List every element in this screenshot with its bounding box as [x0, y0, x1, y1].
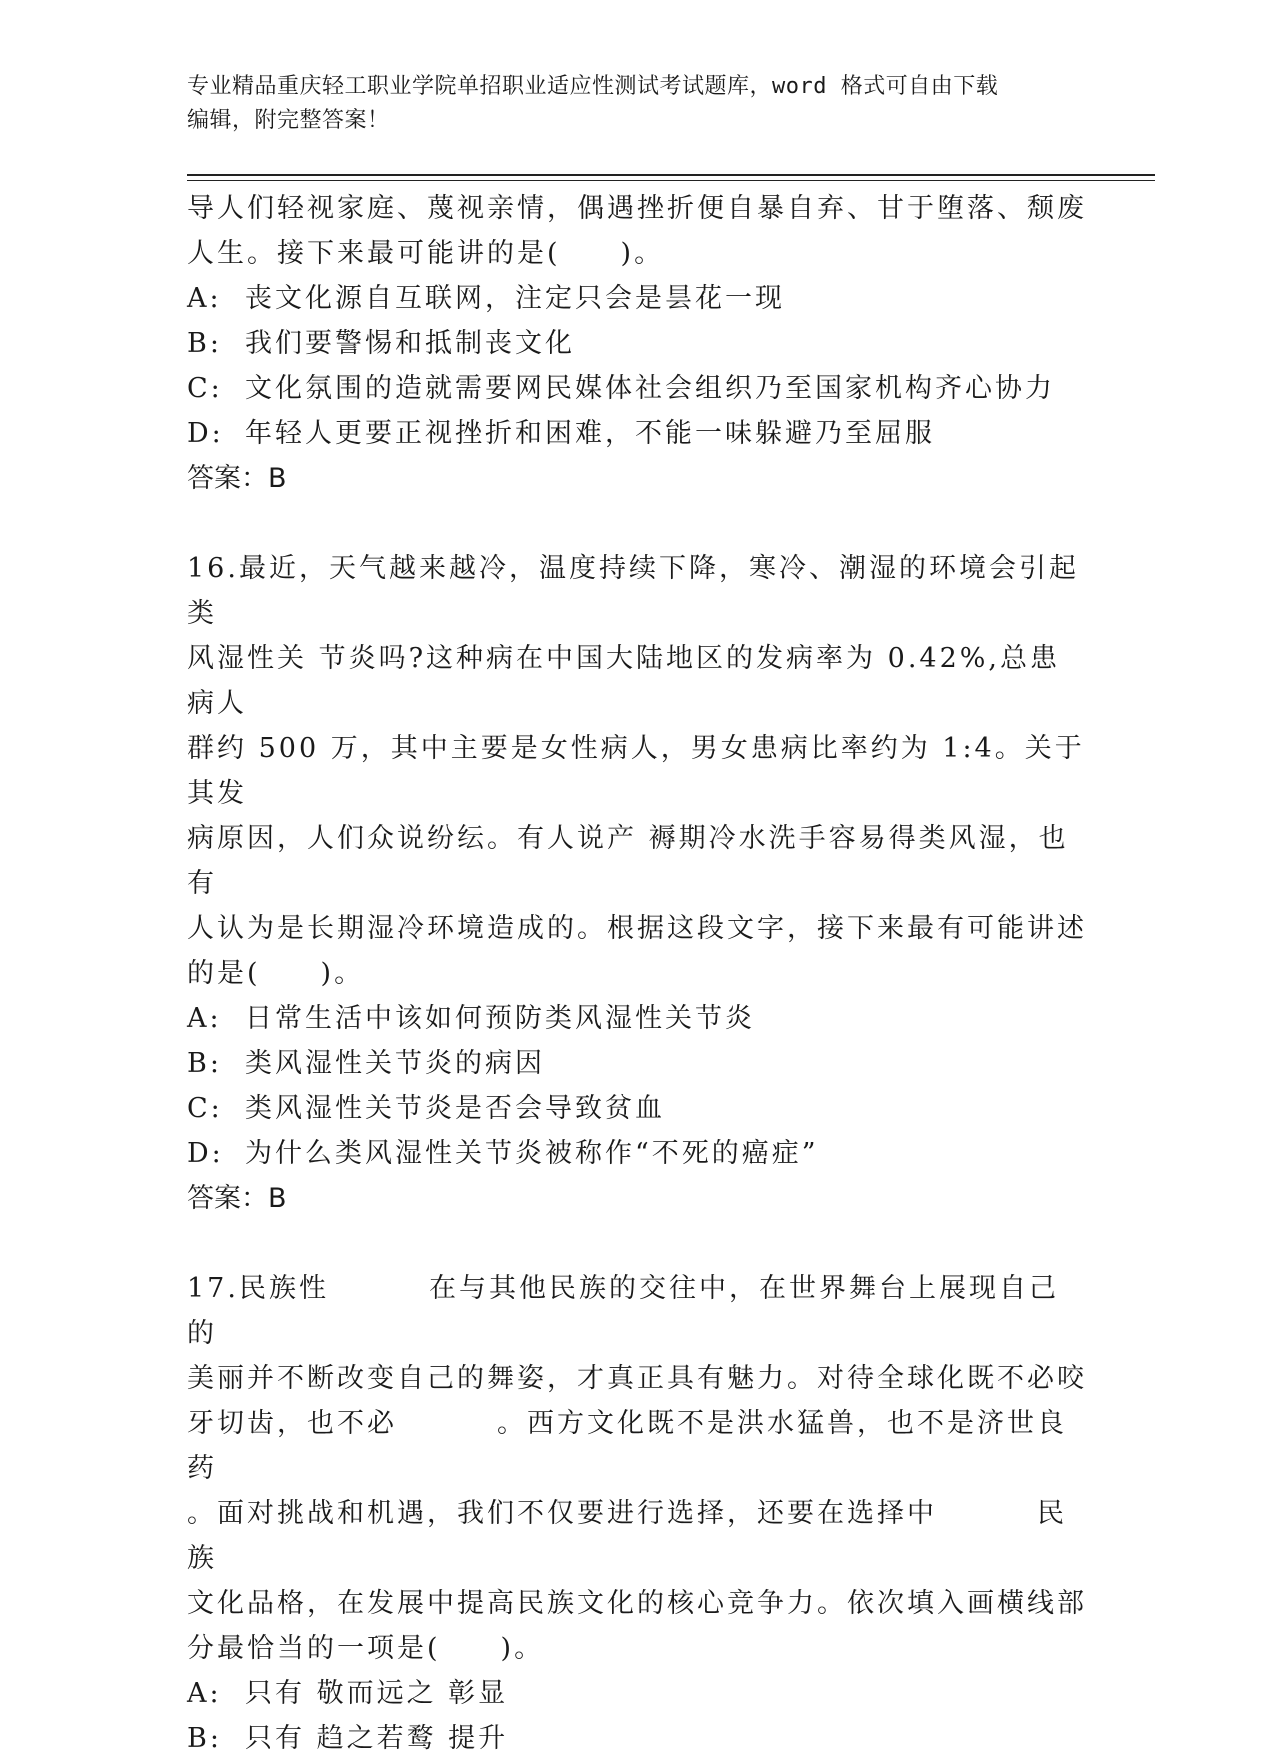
- spacer: [187, 1221, 1087, 1266]
- option-label: C:: [187, 373, 223, 404]
- option-label: C:: [187, 1093, 223, 1124]
- option-text: 丧文化源自互联网，注定只会是昙花一现: [245, 283, 785, 314]
- question-15: [187, 186, 1087, 501]
- option-d: [187, 1131, 1087, 1176]
- option-text: 文化氛围的造就需要网民媒体社会组织乃至国家机构齐心协力: [245, 373, 1055, 404]
- option-text: 年轻人更要正视挫折和困难，不能一味躲避乃至屈服: [245, 418, 935, 449]
- option-text: 我们要警惕和抵制丧文化: [245, 328, 575, 359]
- question-text-line: 人生。接下来最可能讲的是( )。: [187, 238, 665, 269]
- option-c: [187, 1086, 1087, 1131]
- question-text-line: 16.最近，天气越来越冷，温度持续下降，寒冷、潮湿的环境会引起类: [187, 553, 1079, 629]
- option-text: 类风湿性关节炎的病因: [245, 1048, 545, 1079]
- option-label: A:: [187, 283, 222, 314]
- header-line-1: 专业精品重庆轻工职业学院单招职业适应性测试考试题库，word 格式可自由下载: [187, 74, 999, 99]
- header-rule-thin: [187, 180, 1155, 181]
- header-line-2: 编辑，附完整答案！: [187, 108, 390, 133]
- question-text-line: [187, 1491, 1087, 1581]
- document-body: [187, 186, 1087, 1761]
- answer-line: 答案：B: [187, 463, 287, 494]
- option-text: 日常生活中该如何预防类风湿性关节炎: [245, 1003, 755, 1034]
- question-text-line: 人认为是长期湿冷环境造成的。根据这段文字，接下来最有可能讲述: [187, 913, 1087, 944]
- text-fragment: 17.民族性: [187, 1273, 329, 1304]
- option-label: B:: [187, 328, 222, 359]
- option-text: 类风湿性关节炎是否会导致贫血: [245, 1093, 665, 1124]
- option-a: [187, 276, 1087, 321]
- question-text-line: [187, 1266, 1087, 1356]
- option-label: B:: [187, 1723, 222, 1754]
- option-b: [187, 321, 1087, 366]
- question-text-line: 导人们轻视家庭、蔑视亲情，偶遇挫折便自暴自弃、甘于堕落、颓废: [187, 193, 1087, 224]
- option-a: [187, 996, 1087, 1041]
- option-text: 为什么类风湿性关节炎被称作“不死的癌症”: [245, 1138, 819, 1169]
- text-fragment: 在与其他民族的交往中，在世界舞台上展现自己的: [187, 1273, 1059, 1349]
- option-label: D:: [187, 418, 224, 449]
- option-b: [187, 1716, 1087, 1761]
- question-text-line: 美丽并不断改变自己的舞姿，才真正具有魅力。对待全球化既不必咬: [187, 1363, 1087, 1394]
- header-rule-thick: [187, 174, 1155, 176]
- option-d: [187, 411, 1087, 456]
- question-text-line: 群约 500 万，其中主要是女性病人，男女患病比率约为 1:4。关于其发: [187, 733, 1085, 809]
- question-16: [187, 546, 1087, 1221]
- question-text-line: [187, 1401, 1087, 1491]
- option-label: D:: [187, 1138, 224, 1169]
- question-text-line: 分最恰当的一项是( )。: [187, 1633, 545, 1664]
- option-text: 只有 敬而远之 彰显: [245, 1678, 509, 1709]
- option-label: B:: [187, 1048, 222, 1079]
- question-17: [187, 1266, 1087, 1761]
- option-label: A:: [187, 1678, 222, 1709]
- text-fragment: 。西方文化既不是洪水猛兽，也不是济世良药: [187, 1408, 1067, 1484]
- spacer: [187, 501, 1087, 546]
- question-text-line: 风湿性关 节炎吗?这种病在中国大陆地区的发病率为 0.42%,总患病人: [187, 643, 1060, 719]
- option-b: [187, 1041, 1087, 1086]
- option-label: A:: [187, 1003, 222, 1034]
- text-fragment: 民族: [187, 1498, 1067, 1574]
- text-fragment: 。面对挑战和机遇，我们不仅要进行选择，还要在选择中: [187, 1498, 937, 1529]
- option-c: [187, 366, 1087, 411]
- page-header: [187, 70, 1067, 138]
- question-text-line: 文化品格，在发展中提高民族文化的核心竞争力。依次填入画横线部: [187, 1588, 1087, 1619]
- option-a: [187, 1671, 1087, 1716]
- answer-line: 答案：B: [187, 1183, 287, 1214]
- question-text-line: 病原因，人们众说纷纭。有人说产 褥期冷水洗手容易得类风湿，也有: [187, 823, 1069, 899]
- text-fragment: 牙切齿，也不必: [187, 1408, 397, 1439]
- option-text: 只有 趋之若鹜 提升: [245, 1723, 509, 1754]
- question-text-line: 的是( )。: [187, 958, 365, 989]
